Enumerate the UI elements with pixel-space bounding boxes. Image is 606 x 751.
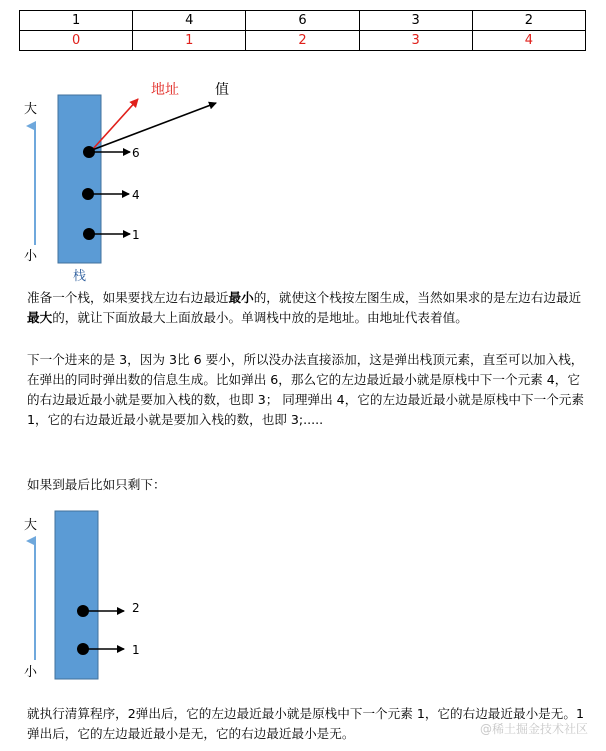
- stack-item-label: 2: [132, 601, 140, 615]
- label-big: 大: [24, 518, 38, 533]
- value-cell: 4: [133, 11, 246, 31]
- label-small: 小: [24, 249, 38, 264]
- stack-diagram-1: [0, 0, 606, 290]
- paragraph-3: 如果到最后比如只剩下：: [27, 477, 166, 492]
- stack-item-label: 6: [132, 146, 140, 160]
- index-cell: 2: [246, 31, 359, 51]
- text-span: 准备一个栈，如果要找左边右边最近: [27, 290, 229, 305]
- value-cell: 2: [472, 11, 585, 31]
- label-stack: 栈: [73, 269, 87, 284]
- paragraph-4: 就执行清算程序，2弹出后，它的左边最近最小就是原栈中下一个元素 1，它的右边最近最小是无。1弹出后，它的左边最近最小是无，它的右边最近最小是无。: [27, 706, 584, 741]
- value-cell: 3: [359, 11, 472, 31]
- text-bold: 最小: [228, 290, 254, 305]
- stack-bar: [55, 511, 98, 679]
- value-cell: 1: [20, 11, 133, 31]
- text-bold: 最大: [27, 310, 53, 325]
- stack-item-label: 1: [132, 643, 140, 657]
- index-cell: 1: [133, 31, 246, 51]
- stack-bar: [58, 95, 101, 263]
- value-arrow: [92, 103, 216, 150]
- index-cell: 0: [20, 31, 133, 51]
- stack-item-label: 1: [132, 228, 140, 242]
- label-value: 值: [215, 82, 229, 98]
- index-cell: 4: [472, 31, 585, 51]
- stack-diagram-2: [0, 500, 606, 690]
- paragraph-1: [27, 288, 592, 328]
- label-small: 小: [24, 665, 38, 680]
- text-span: 的，就让下面放最大上面放最小。单调栈中放的是地址。由地址代表着值。: [52, 310, 468, 325]
- label-big: 大: [24, 102, 38, 117]
- value-cell: 6: [246, 11, 359, 31]
- paragraph-2: 下一个进来的是 3，因为 3比 6 要小，所以没办法直接添加，这是弹出栈顶元素，直至可以加入栈，在弹出的同时弹出数的信息生成。比如弹出 6，那么它的左边最近最小就是原栈中下一个元素 4，它的右边最近最小就是要加入栈的数，也即 3； 同理弹出 4，它的左边最近最小就是原栈中下一个元素 1，它的右边最近最小就是要加入栈的数，也即 3;.....: [27, 352, 584, 427]
- label-address: 地址: [151, 82, 179, 98]
- index-cell: 3: [359, 31, 472, 51]
- stack-item-label: 4: [132, 188, 140, 202]
- text-span: 的，就使这个栈按左图生成，当然如果求的是左边右边最近: [253, 290, 582, 305]
- watermark: @稀土掘金技术社区: [479, 722, 588, 736]
